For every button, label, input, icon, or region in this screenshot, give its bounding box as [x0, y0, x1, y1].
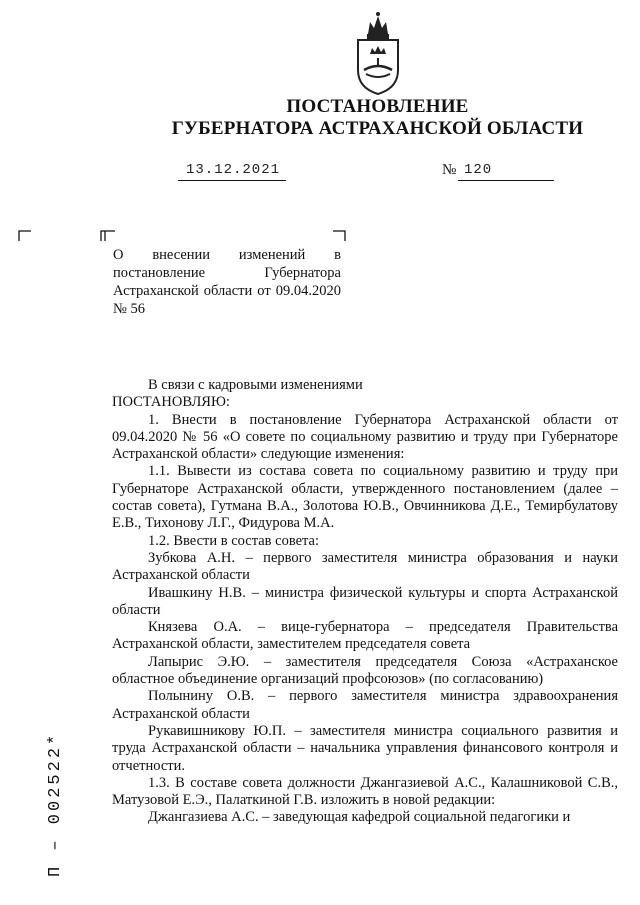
body-paragraph: 1.1. Вывести из состава совета по социальному развитию и труду при Губернаторе Астраханской области, утвержденного постановлением (далее – состав совета), Гутмана В.А., Золотова Ю.В., Овчинникова Д.Е., Темирбулатову Е.В., Тихонову Л.Г., Фидурова М.А.	[112, 463, 618, 532]
body-paragraph: Лапырис Э.Ю. – заместителя председателя Союза «Астраханское областное объединение организаций профсоюзов» (по согласованию)	[112, 653, 618, 688]
body-paragraph: ПОСТАНОВЛЯЮ:	[112, 394, 230, 411]
coat-of-arms-icon	[352, 10, 404, 96]
body-paragraph: В связи с кадровыми изменениями	[148, 377, 363, 393]
corner-mark-subject-right	[332, 230, 346, 242]
registration-stamp: П – 002522*	[46, 731, 65, 877]
body-paragraph: 1. Внести в постановление Губернатора Астраханской области от 09.04.2020 № 56 «О совете по социальному развитию и труду при Губернаторе Астраханской области» следующие изменения:	[112, 411, 618, 463]
document-number: 120	[464, 162, 493, 178]
corner-mark-subject-left	[100, 230, 116, 242]
document-date: 13.12.2021	[186, 162, 281, 178]
body-paragraph: Ивашкину Н.В. – министра физической культуры и спорта Астраханской области	[112, 584, 618, 618]
document-title: ПОСТАНОВЛЕНИЕ	[286, 96, 469, 117]
body-paragraph: Рукавишникову Ю.П. – заместителя министра социального развития и труда Астраханской области – начальника управления финансового контроля и отчетности.	[112, 722, 618, 774]
body-paragraph: Джангазиева А.С. – заведующая кафедрой социальной педагогики и	[148, 809, 571, 826]
body-paragraph: Зубкова А.Н. – первого заместителя министра образования и науки Астраханской области	[112, 549, 618, 584]
document-body	[112, 377, 618, 827]
body-paragraph: Полынину О.В. – первого заместителя министра здравоохранения Астраханской области	[112, 688, 618, 722]
document-subject: О внесении изменений в постановление Губернатора Астраханской области от 09.04.2020 № 56	[113, 247, 341, 317]
date-underline	[178, 180, 286, 181]
corner-mark-left	[18, 230, 32, 242]
body-paragraph: Князева О.А. – вице-губернатора – председателя Правительства Астраханской области, заместителем председателя совета	[112, 619, 618, 653]
number-label: №	[442, 162, 457, 178]
body-paragraph: 1.3. В составе совета должности Джангазиевой А.С., Калашниковой С.В., Матузовой Е.Э., Палаткиной Г.В. изложить в новой редакции:	[112, 774, 618, 809]
number-underline	[458, 180, 554, 181]
body-paragraph: 1.2. Ввести в состав совета:	[148, 532, 319, 549]
document-issuer: ГУБЕРНАТОРА АСТРАХАНСКОЙ ОБЛАСТИ	[171, 118, 584, 139]
